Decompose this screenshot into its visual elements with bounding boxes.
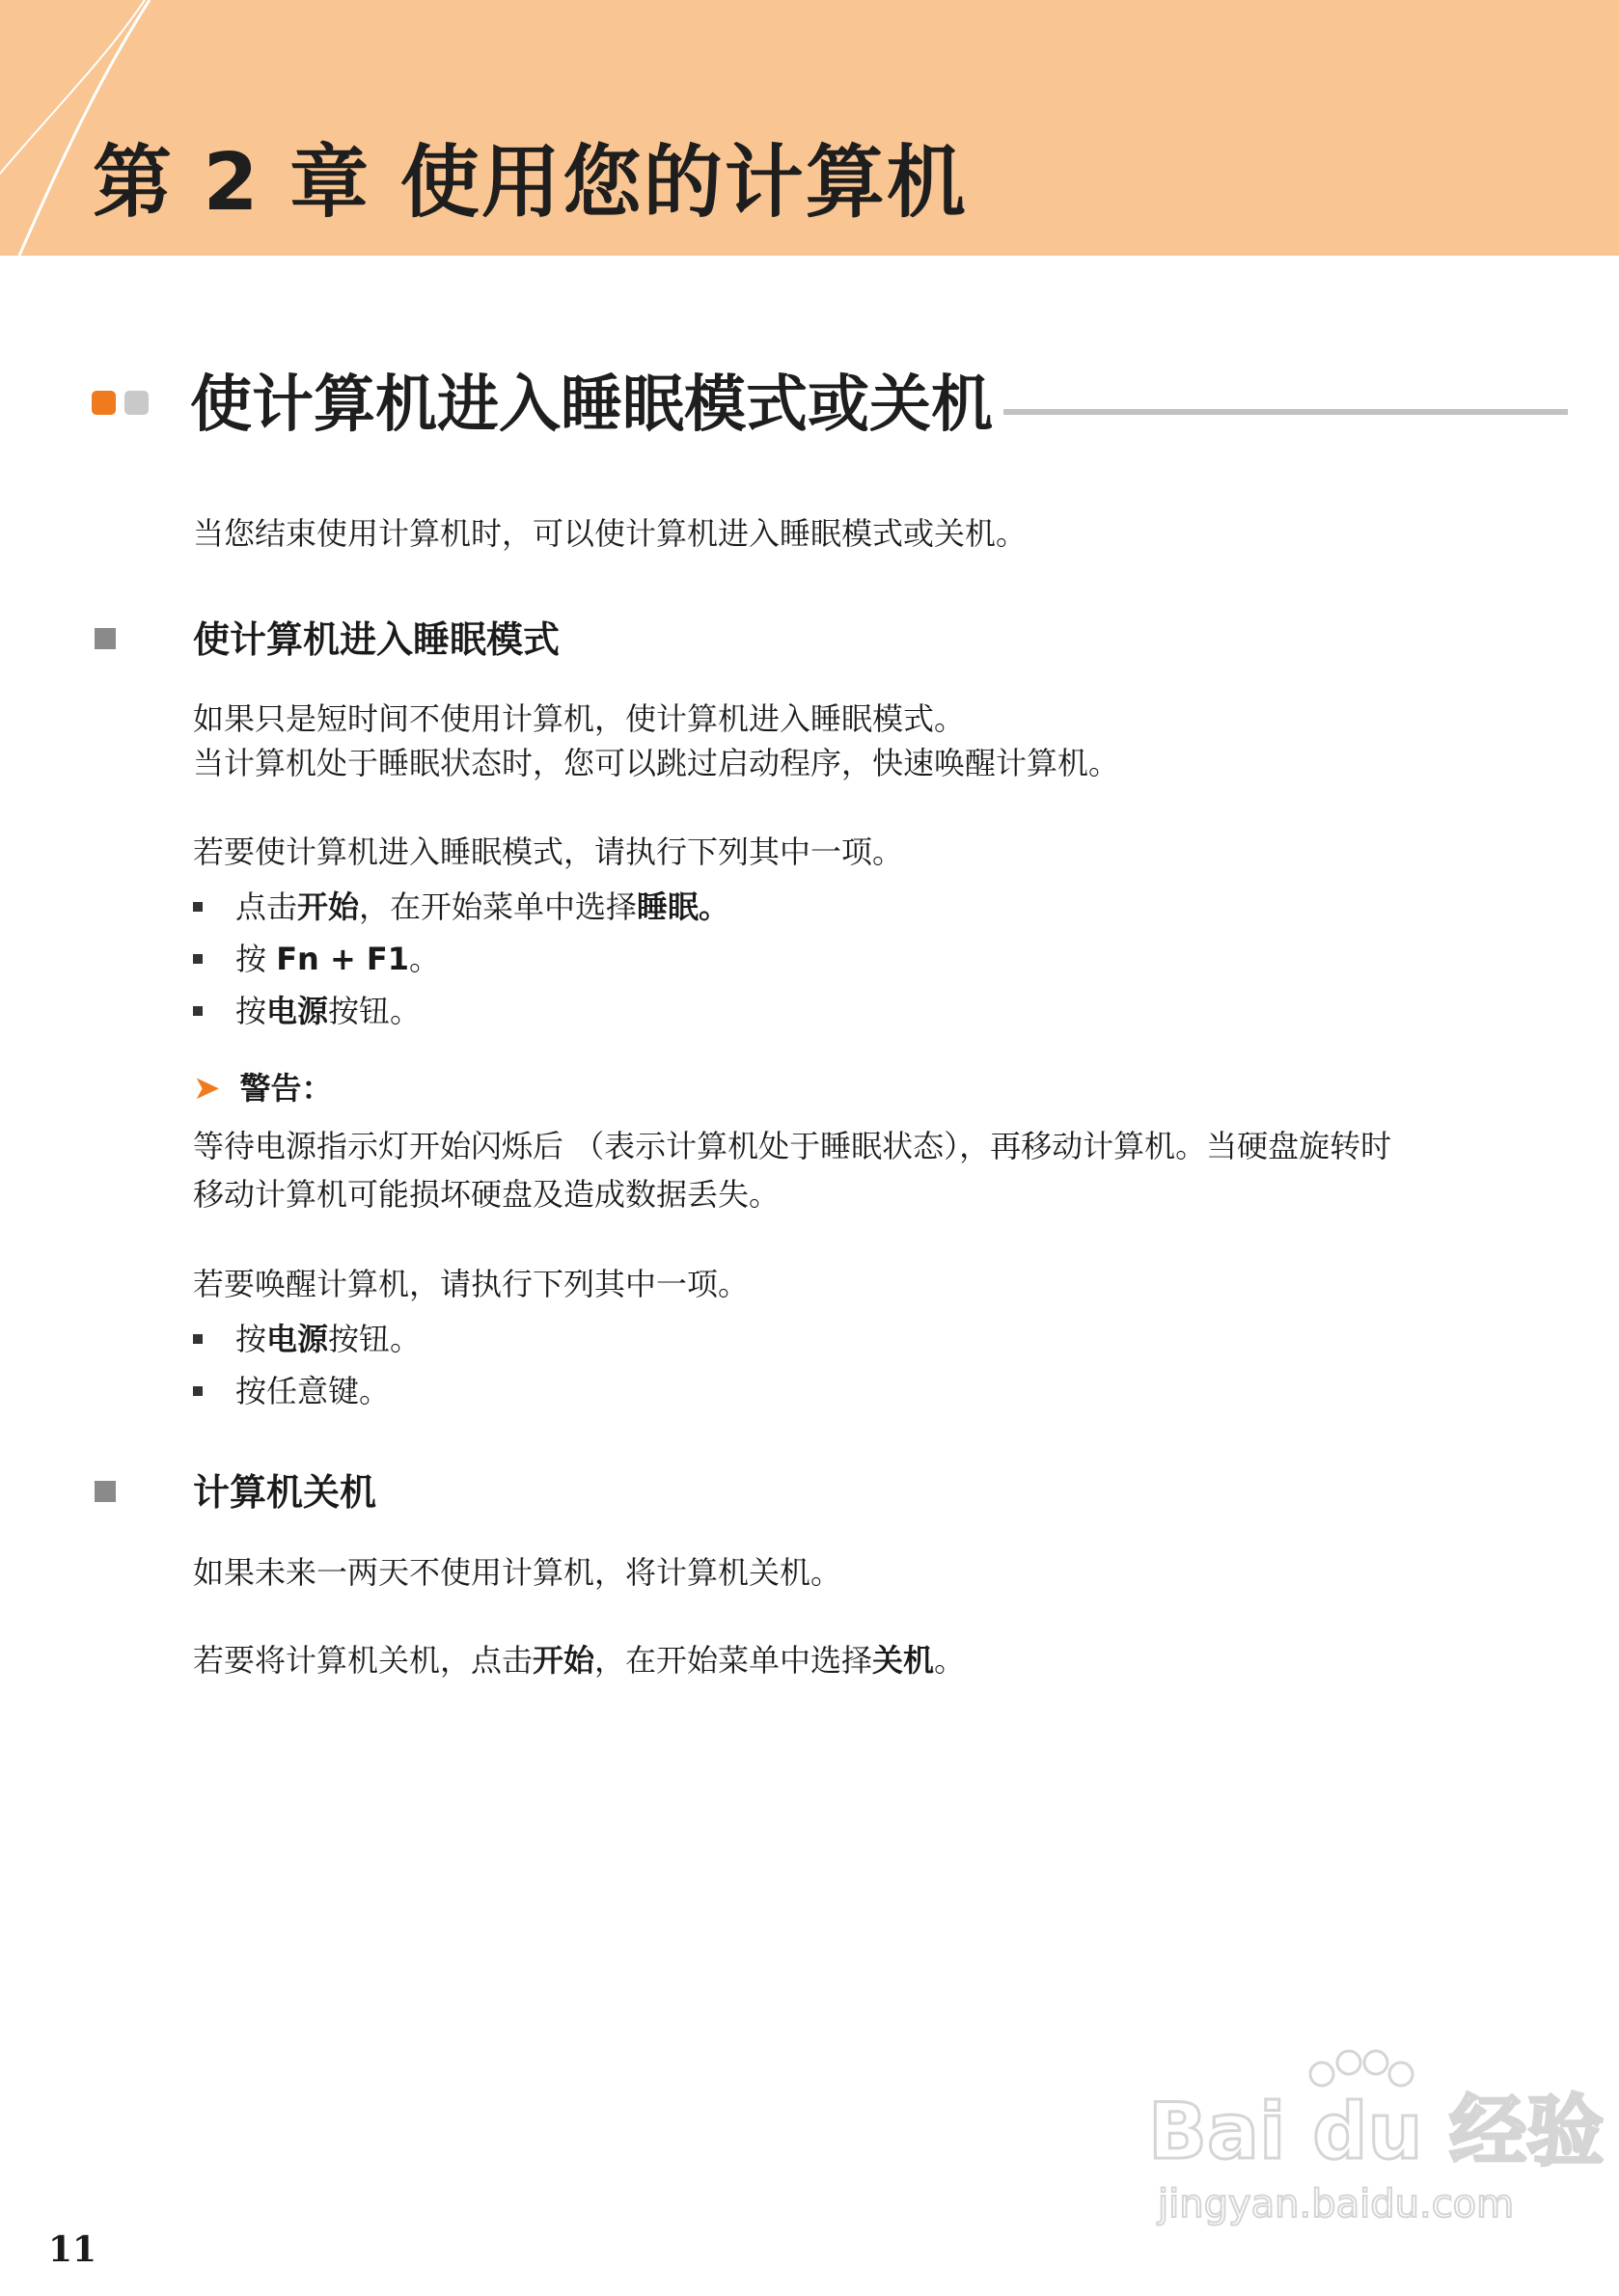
- list-item: [193, 989, 421, 1033]
- list-item: [193, 1369, 390, 1413]
- list-item: [193, 885, 729, 929]
- bullet-text: 按: [235, 941, 277, 977]
- chapter-header-band: [0, 0, 1619, 256]
- bullet-text: 按钮。: [328, 1321, 422, 1357]
- section-intro: 当您结束使用计算机时，可以使计算机进入睡眠模式或关机。: [193, 515, 1028, 552]
- bullet-text: 按任意键。: [235, 1373, 391, 1409]
- inline-text: 。: [934, 1642, 966, 1679]
- list-item: [193, 1317, 421, 1361]
- watermark-url: jingyan.baidu.com: [1158, 2182, 1515, 2227]
- bullet-bold: Fn + F1: [276, 941, 410, 977]
- page-number: 11: [48, 2229, 97, 2270]
- bullet-bold: 电源: [266, 993, 329, 1029]
- warning-text-line2: 移动计算机可能损坏硬盘及造成数据丢失。: [193, 1176, 781, 1213]
- section-title: 使计算机进入睡眠模式或关机: [190, 369, 993, 441]
- warning-label: 警告：: [239, 1070, 333, 1107]
- bullet-icon: [193, 1386, 203, 1396]
- bullet-bold: 电源: [266, 1321, 329, 1357]
- bullet-text: ，在开始菜单中选择: [359, 888, 638, 925]
- baidu-watermark: [1139, 2045, 1605, 2238]
- subheading-shutdown-title: 计算机关机: [193, 1471, 377, 1514]
- section-heading: [92, 367, 1481, 453]
- square-bullet-icon: [95, 628, 116, 649]
- sleep-para-line1: 如果只是短时间不使用计算机，使计算机进入睡眠模式。: [193, 700, 966, 737]
- wake-intro: 若要唤醒计算机，请执行下列其中一项。: [193, 1266, 750, 1302]
- list-item: [193, 937, 440, 981]
- bullet-icon: [193, 954, 203, 964]
- watermark-main-text: Bai du 经验: [1148, 2087, 1605, 2176]
- sleep-enter-intro: 若要使计算机进入睡眠模式，请执行下列其中一项。: [193, 834, 904, 870]
- bullet-icon: [193, 902, 203, 912]
- bullet-text: 按: [235, 1321, 267, 1357]
- bullet-text: 按钮。: [328, 993, 422, 1029]
- inline-text: 若要将计算机关机，点击: [193, 1642, 534, 1679]
- bullet-icon: [193, 1006, 203, 1016]
- bullet-bold: 开始: [297, 888, 360, 925]
- inline-text: ，在开始菜单中选择: [594, 1642, 873, 1679]
- inline-bold: 关机: [872, 1642, 935, 1679]
- sleep-para-line2: 当计算机处于睡眠状态时，您可以跳过启动程序，快速唤醒计算机。: [193, 745, 1120, 781]
- inline-bold: 开始: [533, 1642, 595, 1679]
- gray-square-icon: [124, 391, 149, 415]
- bullet-text: 。: [409, 941, 441, 977]
- bullet-icon: [193, 1334, 203, 1344]
- shutdown-para2: [193, 1638, 965, 1682]
- orange-square-icon: [92, 391, 116, 415]
- bullet-text: 按: [235, 993, 267, 1029]
- warning-text-line1: 等待电源指示灯开始闪烁后 （表示计算机处于睡眠状态），再移动计算机。当硬盘旋转时: [193, 1128, 1392, 1164]
- chapter-title: 第 2 章 使用您的计算机: [93, 137, 968, 229]
- square-bullet-icon: [95, 1481, 116, 1502]
- bullet-text: 点击: [235, 888, 298, 925]
- subheading-sleep-title: 使计算机进入睡眠模式: [193, 618, 561, 661]
- warning-heading: [193, 1066, 333, 1110]
- section-divider: [1003, 409, 1568, 415]
- shutdown-para1: 如果未来一两天不使用计算机，将计算机关机。: [193, 1554, 842, 1591]
- bullet-bold: 睡眠。: [637, 888, 730, 925]
- arrow-right-icon: ➤: [193, 1069, 221, 1107]
